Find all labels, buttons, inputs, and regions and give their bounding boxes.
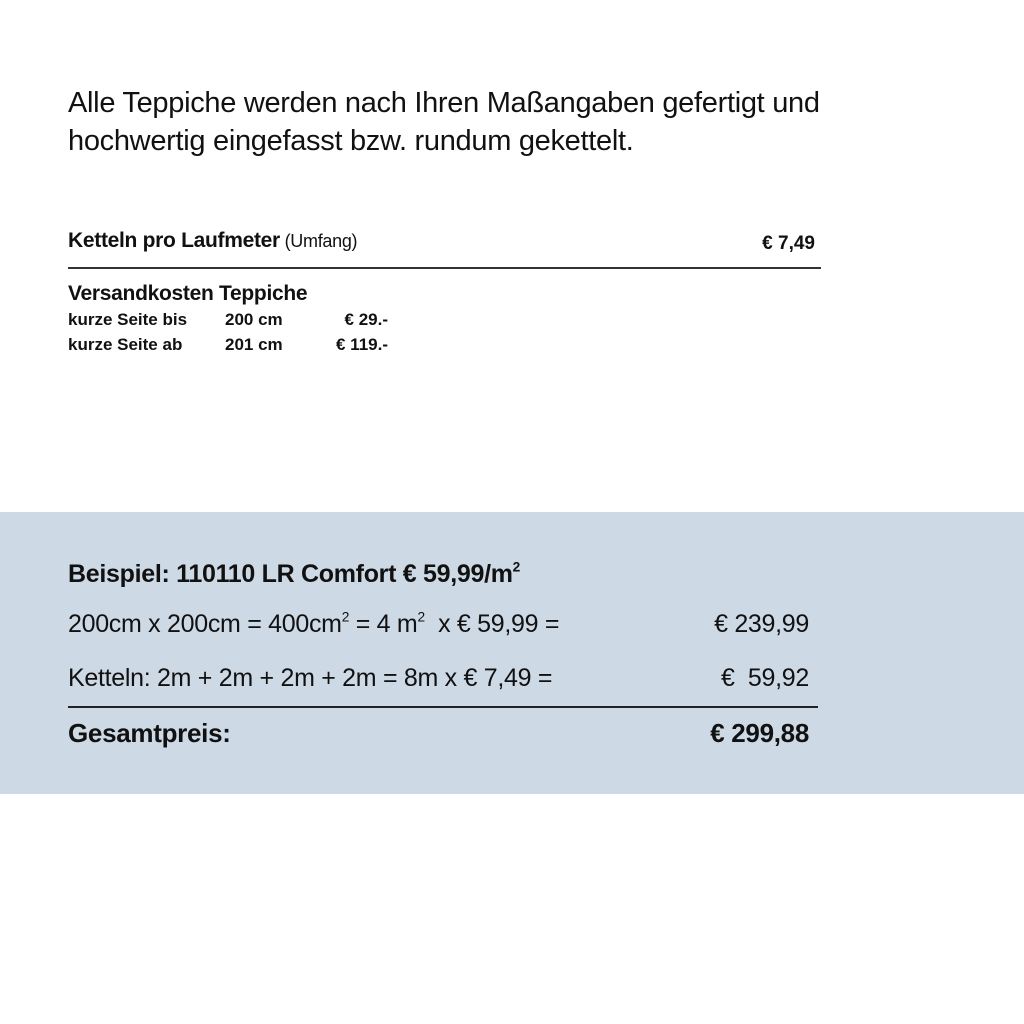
- shipping-section: [68, 282, 398, 360]
- ketteln-label: [68, 229, 357, 253]
- shipping-row-size: 201 cm: [225, 335, 283, 354]
- ketteln-price-row: [68, 229, 821, 269]
- shipping-row: [68, 335, 398, 360]
- total-divider: [68, 706, 818, 708]
- intro-line-2: hochwertig eingefasst bzw. rundum gekettelt.: [68, 125, 634, 157]
- ketteln-note: (Umfang): [279, 231, 358, 251]
- example-ketteln-row: [68, 664, 813, 696]
- intro-line-1: Alle Teppiche werden nach Ihren Maßangaben gefertigt und: [68, 87, 820, 119]
- example-title-text: Beispiel: 110110 LR Comfort € 59,99/m: [68, 560, 513, 588]
- example-title: [68, 560, 520, 589]
- intro-text: [68, 84, 948, 160]
- shipping-row-label: kurze Seite ab: [68, 335, 183, 354]
- ketteln-price: € 7,49: [762, 233, 815, 254]
- ketteln-label-text: Ketteln pro Laufmeter: [68, 229, 280, 252]
- example-area-row: [68, 610, 813, 642]
- total-value: € 299,88: [710, 718, 809, 748]
- shipping-row-label: kurze Seite bis: [68, 310, 188, 329]
- example-area-label: 200cm x $200cm = 400cm^2 = 4$ $m^2$ x € 59,99 =: [68, 609, 560, 638]
- example-ketteln-label: Ketteln: 2m + 2m + 2m + 2m = 8m x € 7,49 =: [68, 664, 553, 692]
- shipping-row-size: 200 cm: [225, 310, 283, 329]
- example-panel: [0, 512, 1024, 794]
- example-ketteln-value: € 59,92: [721, 664, 809, 692]
- example-total-row: [68, 718, 813, 752]
- shipping-title: Versandkosten Teppiche: [68, 282, 308, 305]
- total-label: Gesamtpreis:: [68, 718, 231, 748]
- example-title-sup: 2: [512, 559, 521, 575]
- example-area-value: € 239,99: [714, 610, 809, 638]
- shipping-row-price: € 119.-: [336, 335, 388, 354]
- shipping-row: [68, 310, 398, 335]
- shipping-row-price: € 29.-: [344, 310, 388, 329]
